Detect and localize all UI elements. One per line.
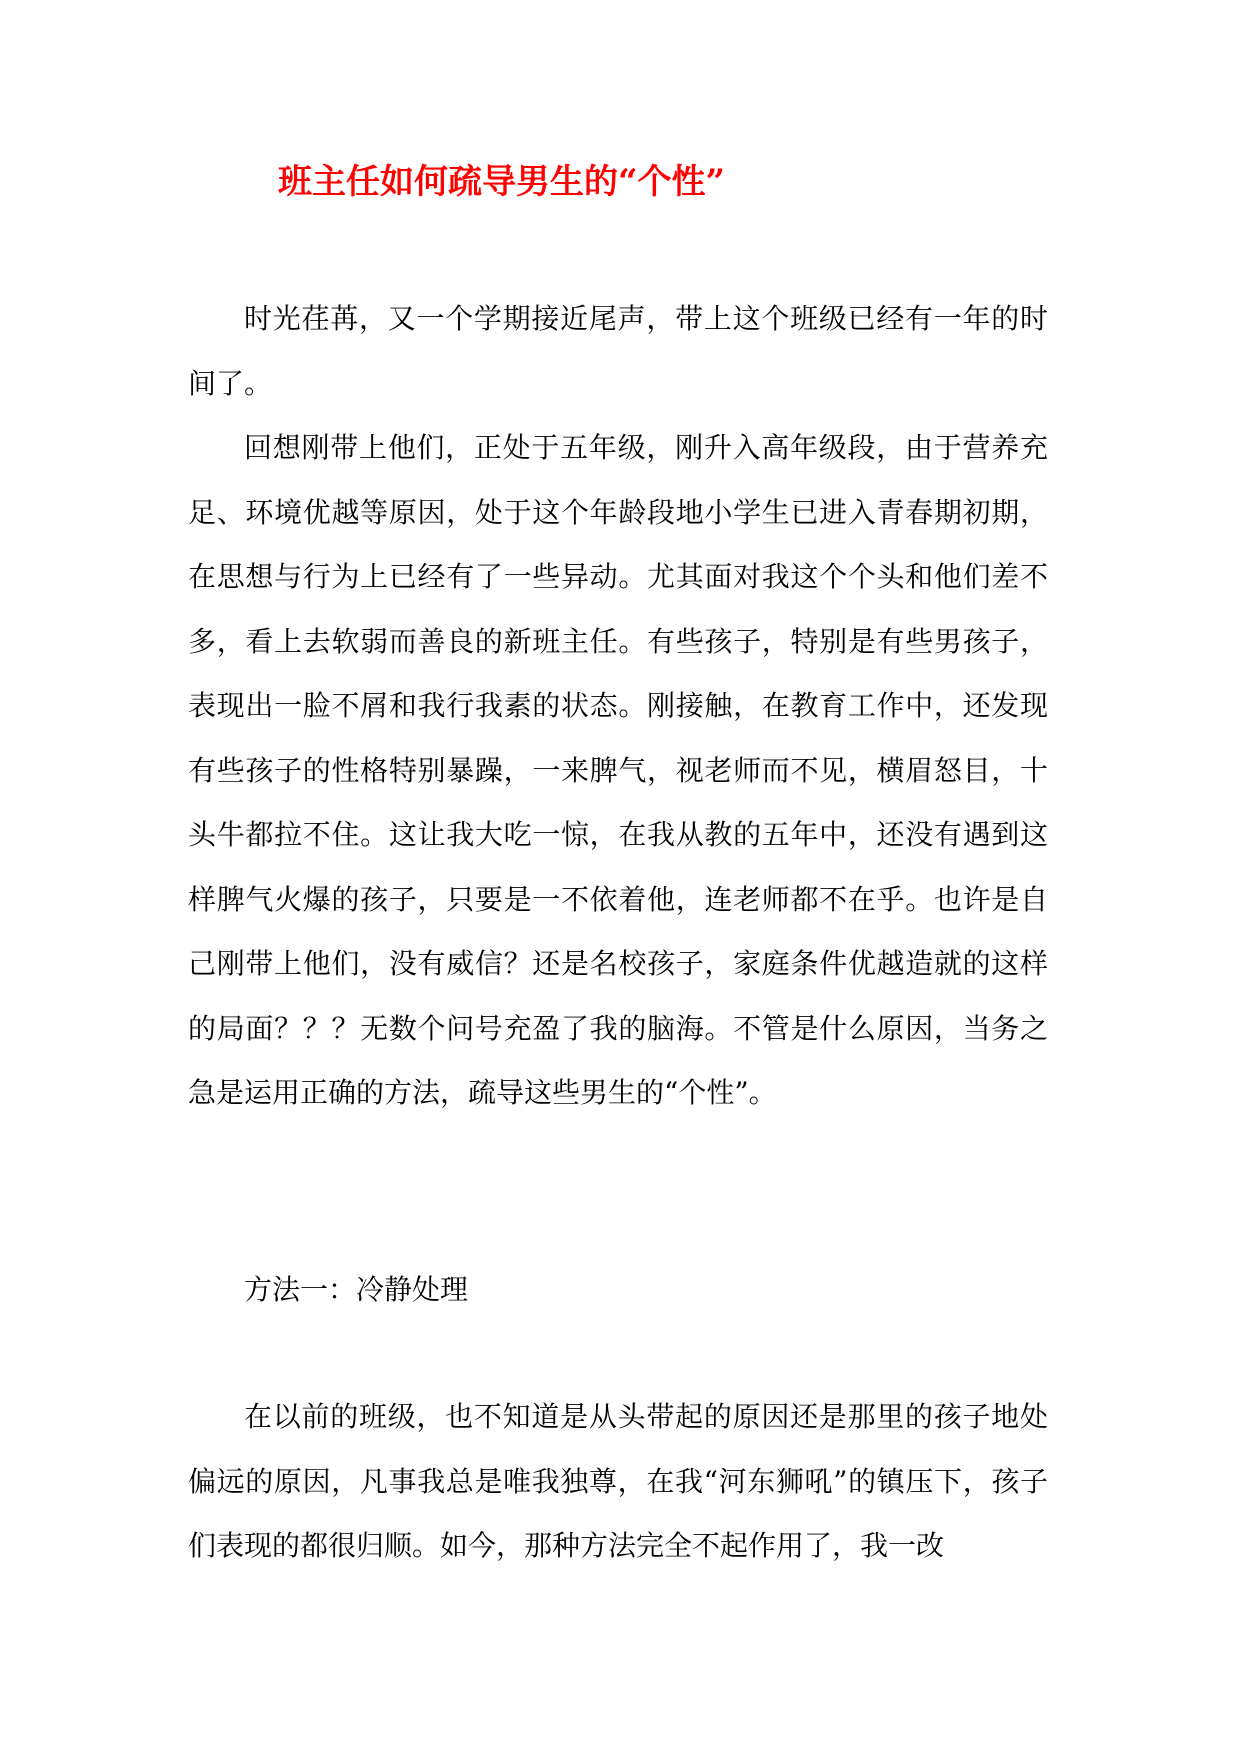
paragraph-recollection: 回想刚带上他们，正处于五年级，刚升入高年级段，由于营养充足、环境优越等原因，处于这个年龄段地小学生已进入青春期初期，在思想与行为上已经有了一些异动。尤其面对我这个个头和他们差不多，看上去软弱而善良的新班主任。有些孩子，特别是有些男孩子，表现出一脸不屑和我行我素的状态。刚接触，在教育工作中，还发现有些孩子的性格特别暴躁，一来脾气，视老师而不见，横眉怒目，十头牛都拉不住。这让我大吃一惊，在我从教的五年中，还没有遇到这样脾气火爆的孩子，只要是一不依着他，连老师都不在乎。也许是自己刚带上他们，没有威信？还是名校孩子，家庭条件优越造就的这样的局面？？？无数个问号充盈了我的脑海。不管是什么原因，当务之急是运用正确的方法，疏导这些男生的“个性”。 <box>188 431 1048 1109</box>
paragraph-intro: 时光荏苒，又一个学期接近尾声，带上这个班级已经有一年的时间了。 <box>188 302 1048 400</box>
paragraph-method-one: 在以前的班级，也不知道是从头带起的原因还是那里的孩子地处偏远的原因，凡事我总是唯我独尊，在我“河东狮吼”的镇压下，孩子们表现的都很归顺。如今，那种方法完全不起作用了，我一改 <box>188 1400 1048 1562</box>
document-title: 班主任如何疏导男生的“个性” <box>278 162 726 202</box>
method-heading: 方法一：冷静处理 <box>244 1273 469 1306</box>
